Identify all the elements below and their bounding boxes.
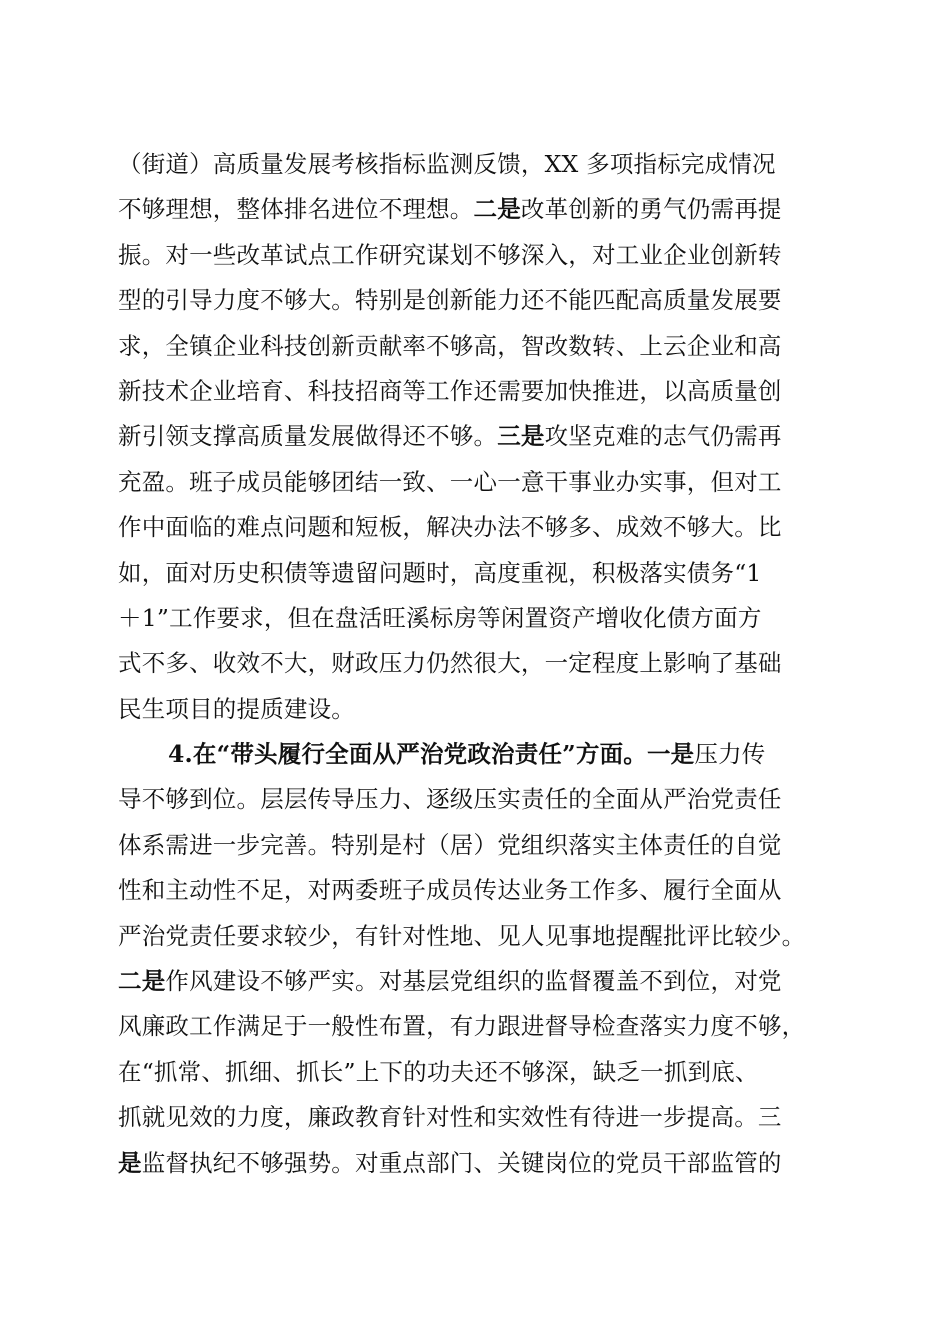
text-line (118, 278, 838, 323)
text-line (118, 369, 838, 414)
text-segment: 监督执纪不够强势。对重点部门、关键岗位的党员干部监管的 (141, 1148, 782, 1177)
text-line (118, 324, 838, 369)
text-segment: 改革创新的勇气仍需再提 (520, 195, 782, 224)
text-line (118, 914, 838, 959)
text-segment: 振。对一些改革试点工作研究谋划不够深入，对工业企业创新转 (118, 240, 782, 269)
bold-text-segment: 是 (118, 1148, 142, 1177)
text-segment: 式不多、收效不大，财政压力仍然很大，一定程度上影响了基础 (118, 649, 782, 678)
text-line (118, 732, 838, 777)
text-line (118, 551, 838, 596)
text-segment: 体系需进一步完善。特别是村（居）党组织落实主体责任的自觉 (118, 830, 782, 859)
text-line (118, 1095, 838, 1140)
text-segment: ＋1”工作要求，但在盘活旺溪标房等闲置资产增收化债方面方 (118, 603, 762, 632)
text-segment: 导不够到位。层层传导压力、逐级压实责任的全面从严治党责任 (118, 785, 782, 814)
text-segment: 如，面对历史积债等遗留问题时，高度重视，积极落实债务“1 (118, 558, 762, 587)
text-segment: 民生项目的提质建设。 (118, 694, 355, 723)
bold-text-segment: 二是 (118, 967, 166, 996)
body-text (118, 142, 838, 1186)
text-segment: 压力传 (694, 740, 766, 769)
text-segment: 型的引导力度不够大。特别是创新能力还不能匹配高质量发展要 (118, 286, 782, 315)
text-segment: 新技术企业培育、科技招商等工作还需要加快推进，以高质量创 (118, 376, 782, 405)
text-segment: 攻坚克难的志气仍需再 (544, 422, 782, 451)
text-line (118, 142, 838, 187)
text-line (118, 505, 838, 550)
text-line (118, 687, 838, 732)
text-line (118, 959, 838, 1004)
text-segment: 新引领支撑高质量发展做得还不够。 (118, 422, 498, 451)
text-segment: 性和主动性不足，对两委班子成员传达业务工作多、履行全面从 (118, 876, 782, 905)
text-line (118, 187, 838, 232)
text-segment: 作风建设不够严实。对基层党组织的监督覆盖不到位，对党 (165, 967, 782, 996)
text-segment: 抓就见效的力度，廉政教育针对性和实效性有待进一步提高。三 (118, 1103, 782, 1132)
text-line (118, 414, 838, 459)
text-line (118, 596, 838, 641)
text-segment: 风廉政工作满足于一般性布置，有力跟进督导检查落实力度不够， (118, 1012, 806, 1041)
text-segment: 求，全镇企业科技创新贡献率不够高，智改数转、上云企业和高 (118, 331, 782, 360)
text-segment: 严治党责任要求较少，有针对性地、见人见事地提醒批评比较少。 (118, 921, 806, 950)
text-segment: 不够理想，整体排名进位不理想。 (118, 195, 474, 224)
text-line (118, 1050, 838, 1095)
text-line (118, 777, 838, 822)
bold-text-segment: 三是 (497, 422, 545, 451)
bold-text-segment: 4.在“带头履行全面从严治党政治责任”方面。一是 (168, 740, 695, 769)
text-segment: 在“抓常、抓细、抓长”上下的功夫还不够深，缺乏一抓到底、 (118, 1057, 759, 1086)
bold-text-segment: 二是 (473, 195, 521, 224)
text-line (118, 641, 838, 686)
text-line (118, 1004, 838, 1049)
text-line (118, 823, 838, 868)
text-line (118, 460, 838, 505)
text-segment: 充盈。班子成员能够团结一致、一心一意干事业办实事，但对工 (118, 467, 782, 496)
text-segment: （街道）高质量发展考核指标监测反馈，XX 多项指标完成情况 (118, 150, 776, 178)
text-line (118, 868, 838, 913)
text-line (118, 1141, 838, 1186)
text-line (118, 233, 838, 278)
text-segment: 作中面临的难点问题和短板，解决办法不够多、成效不够大。比 (118, 513, 782, 542)
